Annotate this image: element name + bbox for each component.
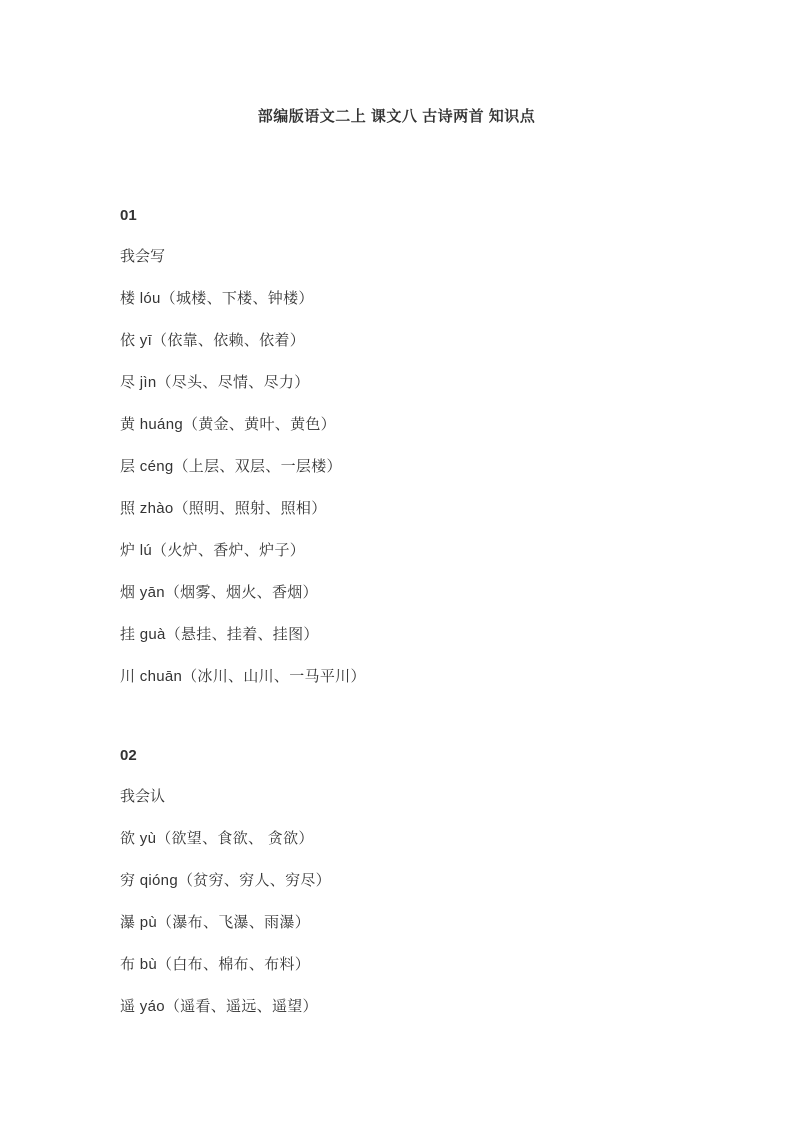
vocab-item: 黄 huáng（黄金、黄叶、黄色） (120, 416, 336, 433)
vocab-item: 瀑 pù（瀑布、飞瀑、雨瀑） (120, 914, 311, 931)
vocab-item: 挂 guà（悬挂、挂着、挂图） (120, 626, 319, 643)
page-title: 部编版语文二上 课文八 古诗两首 知识点 (257, 108, 536, 125)
vocab-item: 依 yī（依靠、依赖、依着） (120, 332, 306, 349)
vocab-item: 川 chuān（冰川、山川、一马平川） (120, 668, 366, 685)
vocab-item: 欲 yù（欲望、食欲、 贪欲） (120, 830, 314, 847)
vocab-item: 布 bù（白布、棉布、布料） (120, 956, 311, 973)
section-01 (120, 207, 673, 686)
vocab-item: 烟 yān（烟雾、烟火、香烟） (120, 584, 318, 601)
vocab-item: 层 céng（上层、双层、一层楼） (120, 458, 342, 475)
vocab-item: 穷 qióng（贫穷、穷人、穷尽） (120, 872, 331, 889)
vocab-item: 炉 lú（火炉、香炉、炉子） (120, 542, 306, 559)
section-heading: 我会认 (120, 788, 166, 805)
section-heading: 我会写 (120, 248, 166, 265)
vocab-item: 尽 jìn（尽头、尽情、尽力） (120, 374, 310, 391)
vocab-item: 照 zhào（照明、照射、照相） (120, 500, 327, 517)
section-number: 02 (120, 747, 137, 764)
vocab-item: 楼 lóu（城楼、下楼、钟楼） (120, 290, 314, 307)
section-02 (120, 747, 673, 1016)
section-number: 01 (120, 207, 137, 224)
vocab-item: 遥 yáo（遥看、遥远、遥望） (120, 998, 318, 1015)
